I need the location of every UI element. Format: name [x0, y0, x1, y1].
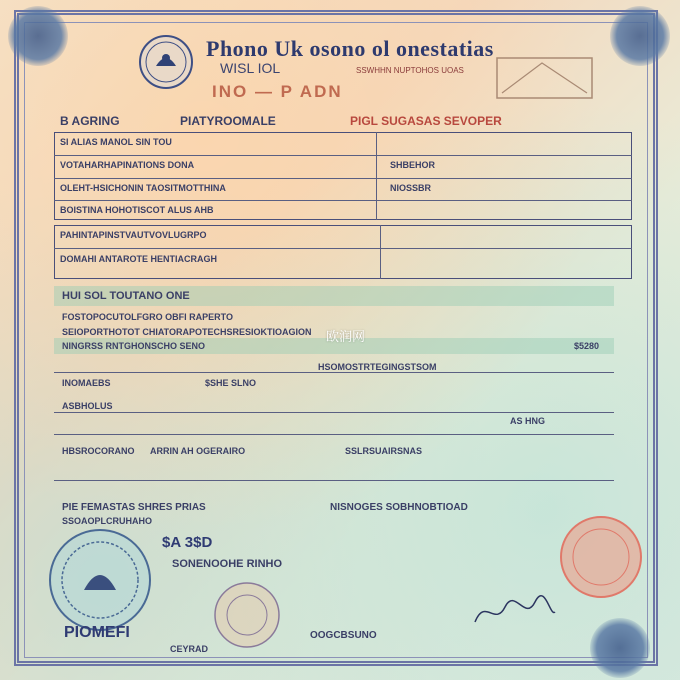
watermark-text: 欧润网 [326, 330, 366, 345]
form-text: SSOAOPLCRUHAHO [62, 516, 153, 526]
table-cell: SI ALIAS MANOL SIN TOU [60, 137, 172, 147]
label-left: B AGRING [60, 114, 120, 128]
round-stamp-icon [46, 526, 154, 634]
emblem-seal-icon [138, 34, 194, 90]
band-text: FOSTOPOCUTOLFGRO OBFI RAPERTO [62, 312, 234, 322]
form-text: HSOMOSTRTEGINGSTSOM [318, 362, 437, 372]
form-text: NISNOGES SOBHNOBTIOAD [330, 502, 468, 513]
band-amount: $5280 [574, 341, 600, 351]
form-rule [54, 434, 614, 435]
corner-ornament-bottom-right [590, 618, 650, 678]
label-center: PIATYROOMALE [180, 114, 276, 128]
table-rule [54, 155, 632, 156]
label-right: PIGL SUGASAS SEVOPER [350, 114, 502, 128]
corner-ornament-top-left [8, 6, 68, 66]
form-text: HBSROCORANO [62, 446, 135, 456]
band-text: SEIOPORTHOTOT CHIATORAPOTECHSRESIOKTIOAGION [62, 327, 312, 337]
table-cell: OLEHT-HSICHONIN TAOSITMOTTHINA [60, 183, 226, 193]
form-rule [54, 372, 614, 373]
table-rule [54, 178, 632, 179]
form-text: PIE FEMASTAS SHRES PRIAS [62, 502, 206, 513]
header-line-3: INO — P ADN [212, 82, 343, 101]
form-text: $SHE SLNO [205, 378, 257, 388]
table-cell: SHBEHOR [390, 160, 436, 170]
stamp-amount: $A 3$D [162, 534, 213, 551]
form-text: SSLRSUAIRSNAS [345, 446, 423, 456]
band-text: NINGRSS RNTGHONSCHO SENO [62, 341, 206, 351]
table-cell: PAHINTAPINSTVAUTVOVLUGRPO [60, 230, 207, 240]
corner-ornament-top-right [610, 6, 670, 66]
footer-left-text: PIOMEFI [64, 624, 130, 641]
band-text: HUI SOL TOUTANO ONE [62, 290, 190, 302]
decorative-graphic [492, 48, 602, 108]
red-stamp-icon [556, 512, 646, 602]
header-small-right: SSWHHN NUPTOHOS UOAS [356, 66, 464, 75]
form-text: INOMAEBS [62, 378, 111, 388]
footer-right-text: CEYRAD [170, 644, 209, 654]
table-divider [376, 132, 377, 220]
signature [470, 592, 560, 632]
table-cell: VOTAHARHAPINATIONS DONA [60, 160, 195, 170]
form-text: AS HNG [510, 416, 546, 426]
header-line-2: WISL IOL [220, 60, 281, 76]
footer-center-text: OOGCBSUNO [310, 630, 377, 641]
table-cell: BOISTINA HOHOTISCOT ALUS AHB [60, 205, 214, 215]
table-rule [54, 248, 632, 249]
table-cell: DOMAHI ANTAROTE HENTIACRAGH [60, 254, 217, 264]
stamp-line: SONENOOHE RINHO [172, 558, 283, 570]
document-title: Phono Uk osono ol onestatias [206, 36, 494, 61]
form-text: ARRIN AH OGERAIRO [150, 446, 246, 456]
table-cell: NIOSSBR [390, 183, 432, 193]
small-seal-icon [212, 580, 282, 650]
form-rule [54, 412, 614, 413]
form-rule [54, 480, 614, 481]
form-text: ASBHOLUS [62, 401, 113, 411]
table-divider [380, 225, 381, 279]
table-rule [54, 200, 632, 201]
